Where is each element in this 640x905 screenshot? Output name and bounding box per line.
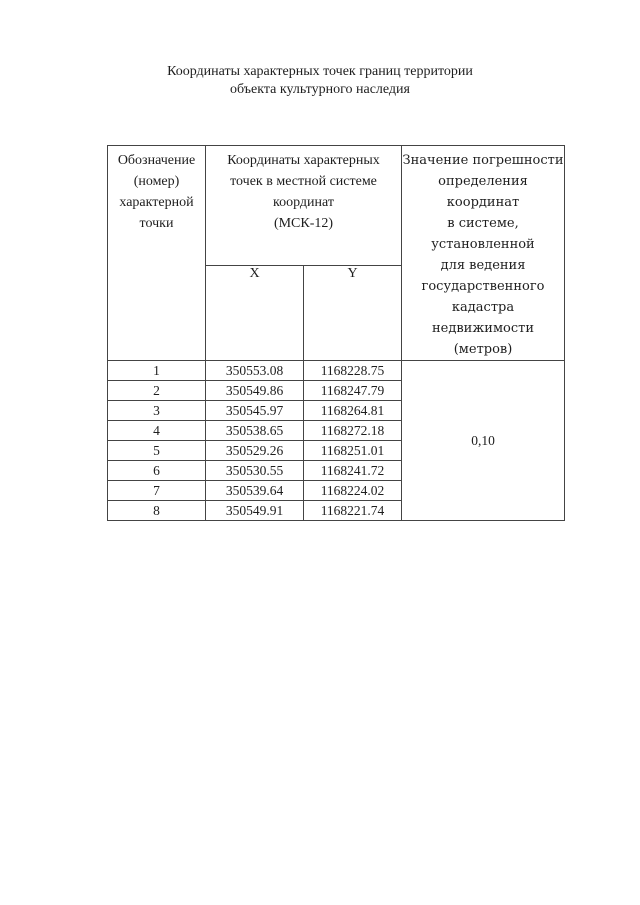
coord-y: 1168224.02 (304, 481, 402, 501)
coord-y: 1168264.81 (304, 401, 402, 421)
point-number: 7 (108, 481, 206, 501)
title-line: Координаты характерных точек границ территории (167, 64, 473, 79)
coord-x: 350549.86 (206, 381, 304, 401)
coord-x: 350530.55 (206, 461, 304, 481)
document-title (0, 63, 640, 99)
point-number: 5 (108, 441, 206, 461)
title-line: объекта культурного наследия (230, 82, 410, 97)
header-text: кадастра недвижимости (431, 300, 535, 336)
coord-y: 1168228.75 (304, 361, 402, 381)
point-number: 8 (108, 501, 206, 521)
header-text: координат (273, 195, 334, 210)
point-number: 1 (108, 361, 206, 381)
header-text: точек в местной системе (230, 174, 377, 189)
coord-x: 350538.65 (206, 421, 304, 441)
header-text: (МСК-12) (273, 216, 334, 231)
header-text: установленной (431, 237, 535, 252)
coord-y: 1168221.74 (304, 501, 402, 521)
header-point-designation (108, 146, 206, 361)
error-value: 0,10 (402, 361, 565, 521)
coord-x: 350539.64 (206, 481, 304, 501)
header-text: государственного (421, 279, 545, 294)
point-number: 6 (108, 461, 206, 481)
header-text: в системе, (447, 216, 519, 231)
header-text: определения координат (438, 174, 528, 210)
table-row (108, 361, 565, 381)
coord-y: 1168272.18 (304, 421, 402, 441)
coord-x: 350545.97 (206, 401, 304, 421)
header-coordinates (206, 146, 402, 266)
header-text: (метров) (453, 342, 513, 357)
coord-x: 350549.91 (206, 501, 304, 521)
point-number: 2 (108, 381, 206, 401)
coord-x: 350529.26 (206, 441, 304, 461)
header-text: характерной (119, 195, 194, 210)
header-text: точки (139, 216, 174, 231)
coord-y: 1168241.72 (304, 461, 402, 481)
point-number: 4 (108, 421, 206, 441)
point-number: 3 (108, 401, 206, 421)
header-text: для ведения (440, 258, 526, 273)
header-text: Значение погрешности (402, 153, 564, 168)
coord-x: 350553.08 (206, 361, 304, 381)
header-text: Координаты характерных (227, 153, 380, 168)
header-error-value (402, 146, 565, 361)
header-text: (номер) (133, 174, 180, 189)
coordinates-table (107, 145, 565, 521)
header-y: Y (304, 265, 402, 360)
header-text: Обозначение (117, 153, 196, 168)
coord-y: 1168251.01 (304, 441, 402, 461)
coord-y: 1168247.79 (304, 381, 402, 401)
header-x: X (206, 265, 304, 360)
